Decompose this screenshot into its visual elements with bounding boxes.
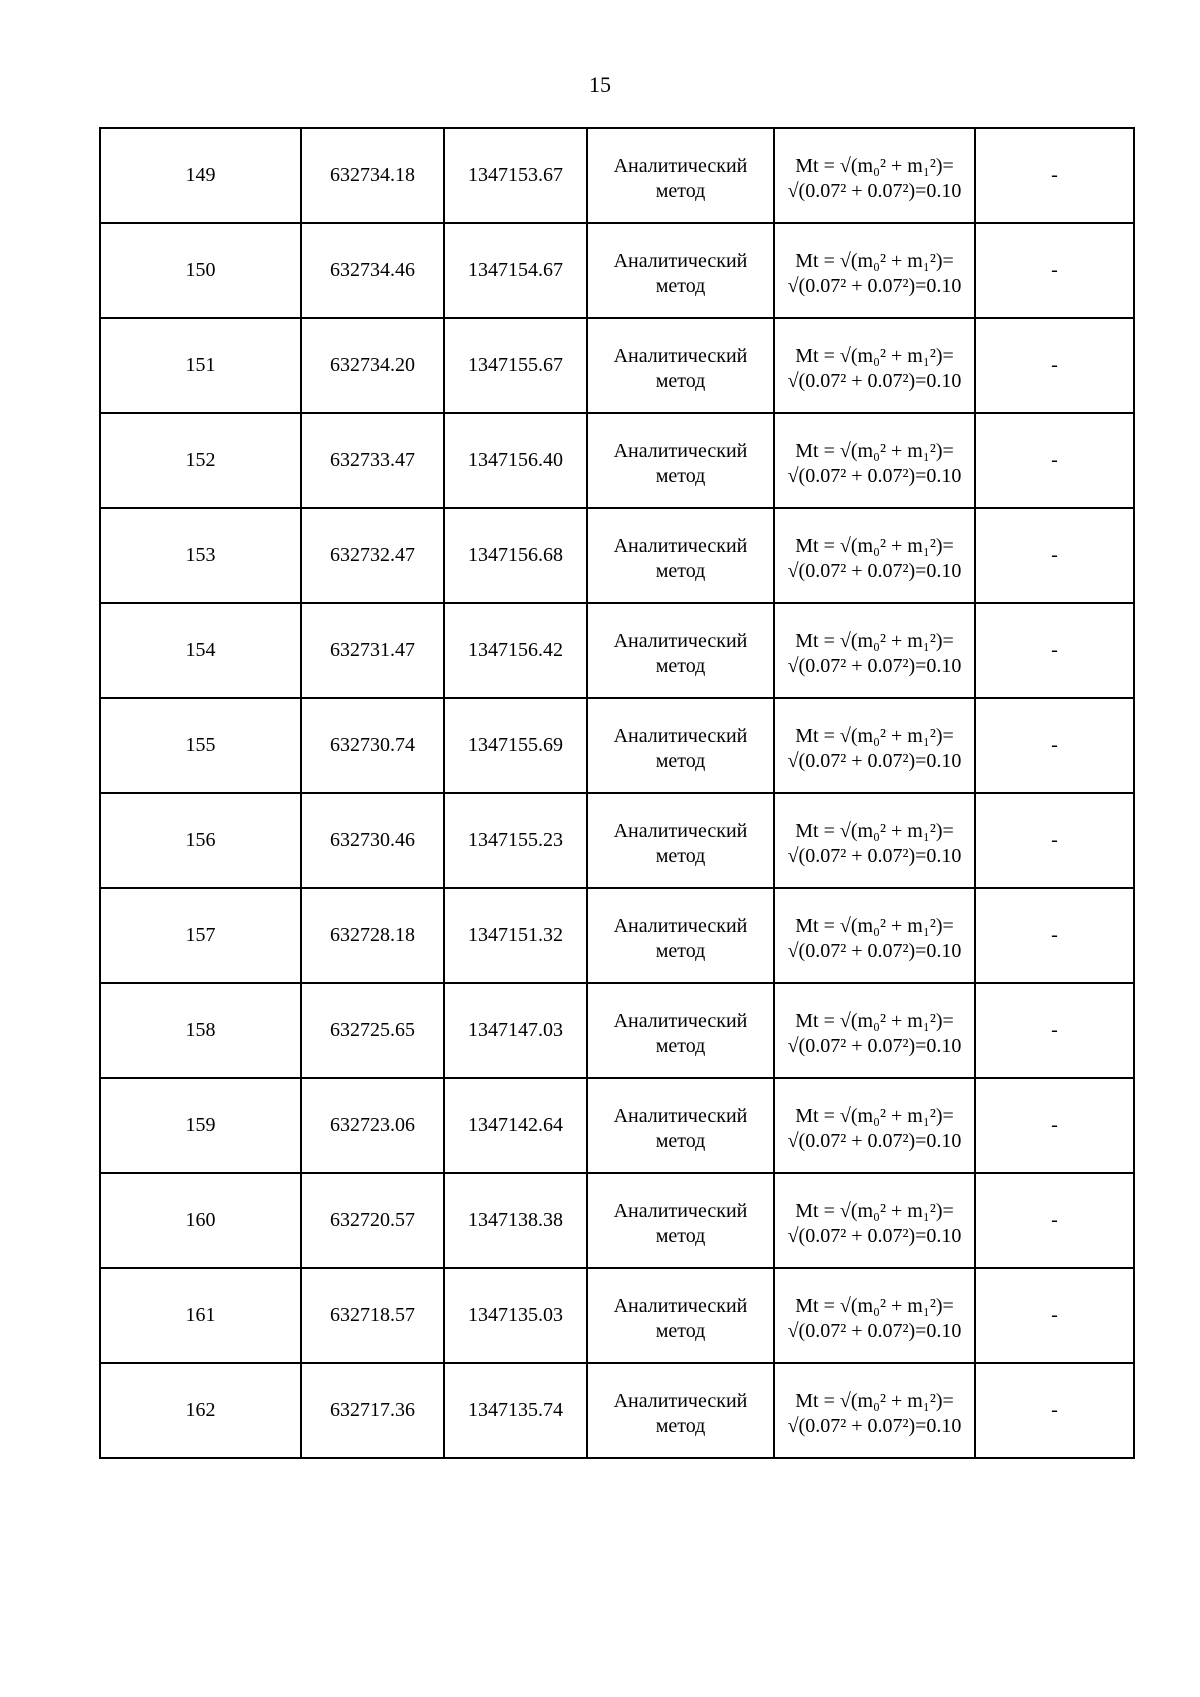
table-row <box>100 983 1134 1078</box>
accuracy-formula-cell <box>774 223 975 318</box>
x-coordinate: 632730.46 <box>330 829 415 851</box>
formula-line-1: Mt = √(m₀² + m₁²)= <box>795 1105 954 1127</box>
point-number-cell <box>100 983 301 1078</box>
formula-line-1: Mt = √(m₀² + m₁²)= <box>795 915 954 937</box>
accuracy-formula <box>775 1174 974 1249</box>
accuracy-formula-cell <box>774 983 975 1078</box>
y-coordinate: 1347135.74 <box>468 1399 563 1421</box>
point-number: 153 <box>185 544 216 566</box>
method-text <box>588 509 773 584</box>
method-text <box>588 319 773 394</box>
x-coordinate: 632732.47 <box>330 544 415 566</box>
method-text <box>588 1174 773 1249</box>
x-coordinate-cell <box>301 223 444 318</box>
y-coordinate: 1347135.03 <box>468 1304 563 1326</box>
point-number-cell <box>100 413 301 508</box>
method-cell <box>587 793 774 888</box>
y-coordinate: 1347155.23 <box>468 829 563 851</box>
accuracy-formula <box>775 414 974 489</box>
method-line-1: Аналитический <box>613 345 748 367</box>
x-coordinate: 632718.57 <box>330 1304 415 1326</box>
method-line-2: метод <box>655 180 706 202</box>
point-number-cell <box>100 1268 301 1363</box>
formula-line-2: √(0.07² + 0.07²)=0.10 <box>787 1225 962 1247</box>
coordinates-table-body <box>100 128 1134 1458</box>
note: - <box>1051 1114 1058 1136</box>
method-line-2: метод <box>655 940 706 962</box>
note-cell <box>975 223 1134 318</box>
method-line-2: метод <box>655 1225 706 1247</box>
method-line-1: Аналитический <box>613 1390 748 1412</box>
method-cell <box>587 603 774 698</box>
formula-line-2: √(0.07² + 0.07²)=0.10 <box>787 560 962 582</box>
method-line-1: Аналитический <box>613 1010 748 1032</box>
accuracy-formula <box>775 604 974 679</box>
table-row <box>100 1363 1134 1458</box>
x-coordinate: 632734.20 <box>330 354 415 376</box>
x-coordinate: 632723.06 <box>330 1114 415 1136</box>
formula-line-1: Mt = √(m₀² + m₁²)= <box>795 250 954 272</box>
y-coordinate: 1347155.67 <box>468 354 563 376</box>
point-number: 157 <box>185 924 216 946</box>
x-coordinate-cell <box>301 603 444 698</box>
y-coordinate-cell <box>444 1268 587 1363</box>
formula-line-1: Mt = √(m₀² + m₁²)= <box>795 1390 954 1412</box>
y-coordinate: 1347156.40 <box>468 449 563 471</box>
note-cell <box>975 888 1134 983</box>
method-text <box>588 129 773 204</box>
accuracy-formula-cell <box>774 698 975 793</box>
formula-line-1: Mt = √(m₀² + m₁²)= <box>795 345 954 367</box>
note: - <box>1051 1304 1058 1326</box>
point-number: 154 <box>185 639 216 661</box>
y-coordinate-cell <box>444 508 587 603</box>
method-cell <box>587 1173 774 1268</box>
note-cell <box>975 1078 1134 1173</box>
note: - <box>1051 1019 1058 1041</box>
accuracy-formula-cell <box>774 413 975 508</box>
accuracy-formula <box>775 509 974 584</box>
method-line-1: Аналитический <box>613 250 748 272</box>
note: - <box>1051 829 1058 851</box>
point-number-cell <box>100 888 301 983</box>
y-coordinate: 1347154.67 <box>468 259 563 281</box>
formula-line-1: Mt = √(m₀² + m₁²)= <box>795 630 954 652</box>
method-line-2: метод <box>655 275 706 297</box>
point-number: 151 <box>185 354 216 376</box>
x-coordinate: 632720.57 <box>330 1209 415 1231</box>
y-coordinate: 1347156.68 <box>468 544 563 566</box>
point-number-cell <box>100 793 301 888</box>
point-number-cell <box>100 603 301 698</box>
formula-line-1: Mt = √(m₀² + m₁²)= <box>795 440 954 462</box>
point-number-cell <box>100 128 301 223</box>
method-line-2: метод <box>655 845 706 867</box>
note-cell <box>975 508 1134 603</box>
x-coordinate-cell <box>301 1173 444 1268</box>
method-text <box>588 1079 773 1154</box>
formula-line-1: Mt = √(m₀² + m₁²)= <box>795 1010 954 1032</box>
accuracy-formula <box>775 1269 974 1344</box>
x-coordinate: 632730.74 <box>330 734 415 756</box>
point-number: 156 <box>185 829 216 851</box>
accuracy-formula-cell <box>774 1078 975 1173</box>
formula-line-1: Mt = √(m₀² + m₁²)= <box>795 535 954 557</box>
accuracy-formula-cell <box>774 793 975 888</box>
method-text <box>588 984 773 1059</box>
x-coordinate-cell <box>301 413 444 508</box>
y-coordinate-cell <box>444 128 587 223</box>
note: - <box>1051 639 1058 661</box>
note: - <box>1051 1399 1058 1421</box>
method-cell <box>587 318 774 413</box>
note-cell <box>975 983 1134 1078</box>
method-text <box>588 794 773 869</box>
accuracy-formula <box>775 984 974 1059</box>
y-coordinate: 1347153.67 <box>468 164 563 186</box>
accuracy-formula-cell <box>774 888 975 983</box>
point-number: 162 <box>185 1399 216 1421</box>
y-coordinate-cell <box>444 1173 587 1268</box>
note-cell <box>975 1363 1134 1458</box>
point-number-cell <box>100 1173 301 1268</box>
y-coordinate-cell <box>444 603 587 698</box>
method-line-1: Аналитический <box>613 820 748 842</box>
method-text <box>588 1269 773 1344</box>
method-line-2: метод <box>655 655 706 677</box>
x-coordinate-cell <box>301 1363 444 1458</box>
method-text <box>588 1364 773 1439</box>
method-text <box>588 889 773 964</box>
y-coordinate: 1347138.38 <box>468 1209 563 1231</box>
x-coordinate-cell <box>301 128 444 223</box>
y-coordinate-cell <box>444 888 587 983</box>
method-line-2: метод <box>655 560 706 582</box>
formula-line-2: √(0.07² + 0.07²)=0.10 <box>787 1035 962 1057</box>
method-cell <box>587 983 774 1078</box>
accuracy-formula-cell <box>774 603 975 698</box>
method-line-1: Аналитический <box>613 155 748 177</box>
accuracy-formula <box>775 1364 974 1439</box>
point-number: 155 <box>185 734 216 756</box>
formula-line-1: Mt = √(m₀² + m₁²)= <box>795 725 954 747</box>
y-coordinate-cell <box>444 698 587 793</box>
note-cell <box>975 318 1134 413</box>
x-coordinate: 632731.47 <box>330 639 415 661</box>
point-number: 149 <box>185 164 216 186</box>
table-row <box>100 128 1134 223</box>
note-cell <box>975 698 1134 793</box>
note-cell <box>975 1173 1134 1268</box>
formula-line-1: Mt = √(m₀² + m₁²)= <box>795 1295 954 1317</box>
method-line-2: метод <box>655 370 706 392</box>
method-line-1: Аналитический <box>613 1295 748 1317</box>
accuracy-formula <box>775 224 974 299</box>
method-cell <box>587 223 774 318</box>
table-row <box>100 1268 1134 1363</box>
method-cell <box>587 888 774 983</box>
formula-line-2: √(0.07² + 0.07²)=0.10 <box>787 275 962 297</box>
method-text <box>588 604 773 679</box>
method-line-2: метод <box>655 750 706 772</box>
accuracy-formula <box>775 794 974 869</box>
note-cell <box>975 793 1134 888</box>
point-number-cell <box>100 223 301 318</box>
point-number: 159 <box>185 1114 216 1136</box>
accuracy-formula-cell <box>774 1268 975 1363</box>
method-cell <box>587 1078 774 1173</box>
x-coordinate: 632728.18 <box>330 924 415 946</box>
method-line-2: метод <box>655 1415 706 1437</box>
x-coordinate: 632733.47 <box>330 449 415 471</box>
x-coordinate-cell <box>301 983 444 1078</box>
formula-line-2: √(0.07² + 0.07²)=0.10 <box>787 845 962 867</box>
point-number-cell <box>100 508 301 603</box>
accuracy-formula-cell <box>774 128 975 223</box>
formula-line-1: Mt = √(m₀² + m₁²)= <box>795 155 954 177</box>
note: - <box>1051 449 1058 471</box>
x-coordinate-cell <box>301 793 444 888</box>
page-number: 15 <box>589 72 611 97</box>
x-coordinate-cell <box>301 1078 444 1173</box>
method-cell <box>587 413 774 508</box>
method-line-1: Аналитический <box>613 440 748 462</box>
point-number: 161 <box>185 1304 216 1326</box>
accuracy-formula <box>775 889 974 964</box>
table-row <box>100 698 1134 793</box>
y-coordinate: 1347155.69 <box>468 734 563 756</box>
method-line-1: Аналитический <box>613 915 748 937</box>
formula-line-2: √(0.07² + 0.07²)=0.10 <box>787 1130 962 1152</box>
note-cell <box>975 603 1134 698</box>
y-coordinate-cell <box>444 1078 587 1173</box>
y-coordinate-cell <box>444 413 587 508</box>
x-coordinate-cell <box>301 508 444 603</box>
point-number-cell <box>100 698 301 793</box>
y-coordinate: 1347156.42 <box>468 639 563 661</box>
table-row <box>100 413 1134 508</box>
point-number: 158 <box>185 1019 216 1041</box>
method-text <box>588 414 773 489</box>
x-coordinate: 632717.36 <box>330 1399 415 1421</box>
method-text <box>588 224 773 299</box>
method-line-1: Аналитический <box>613 630 748 652</box>
note: - <box>1051 734 1058 756</box>
accuracy-formula-cell <box>774 1363 975 1458</box>
table-row <box>100 1173 1134 1268</box>
table-row <box>100 1078 1134 1173</box>
x-coordinate-cell <box>301 888 444 983</box>
method-line-2: метод <box>655 1130 706 1152</box>
accuracy-formula <box>775 699 974 774</box>
note-cell <box>975 1268 1134 1363</box>
accuracy-formula <box>775 129 974 204</box>
method-line-2: метод <box>655 1320 706 1342</box>
table-row <box>100 793 1134 888</box>
point-number-cell <box>100 318 301 413</box>
method-line-1: Аналитический <box>613 1105 748 1127</box>
accuracy-formula-cell <box>774 1173 975 1268</box>
x-coordinate: 632725.65 <box>330 1019 415 1041</box>
y-coordinate-cell <box>444 223 587 318</box>
note: - <box>1051 1209 1058 1231</box>
formula-line-1: Mt = √(m₀² + m₁²)= <box>795 1200 954 1222</box>
y-coordinate: 1347151.32 <box>468 924 563 946</box>
accuracy-formula <box>775 319 974 394</box>
x-coordinate-cell <box>301 1268 444 1363</box>
note: - <box>1051 544 1058 566</box>
method-cell <box>587 698 774 793</box>
point-number: 152 <box>185 449 216 471</box>
point-number: 150 <box>185 259 216 281</box>
x-coordinate: 632734.46 <box>330 259 415 281</box>
method-line-1: Аналитический <box>613 535 748 557</box>
accuracy-formula-cell <box>774 508 975 603</box>
y-coordinate-cell <box>444 318 587 413</box>
point-number: 160 <box>185 1209 216 1231</box>
y-coordinate-cell <box>444 1363 587 1458</box>
method-line-1: Аналитический <box>613 725 748 747</box>
y-coordinate: 1347142.64 <box>468 1114 563 1136</box>
method-cell <box>587 1363 774 1458</box>
formula-line-2: √(0.07² + 0.07²)=0.10 <box>787 180 962 202</box>
formula-line-2: √(0.07² + 0.07²)=0.10 <box>787 465 962 487</box>
x-coordinate-cell <box>301 318 444 413</box>
x-coordinate-cell <box>301 698 444 793</box>
note: - <box>1051 164 1058 186</box>
table-row <box>100 508 1134 603</box>
method-text <box>588 699 773 774</box>
y-coordinate: 1347147.03 <box>468 1019 563 1041</box>
y-coordinate-cell <box>444 793 587 888</box>
point-number-cell <box>100 1363 301 1458</box>
table-row <box>100 318 1134 413</box>
table-row <box>100 603 1134 698</box>
table-row <box>100 888 1134 983</box>
method-line-2: метод <box>655 465 706 487</box>
formula-line-2: √(0.07² + 0.07²)=0.10 <box>787 1415 962 1437</box>
formula-line-2: √(0.07² + 0.07²)=0.10 <box>787 1320 962 1342</box>
y-coordinate-cell <box>444 983 587 1078</box>
point-number-cell <box>100 1078 301 1173</box>
accuracy-formula <box>775 1079 974 1154</box>
method-line-2: метод <box>655 1035 706 1057</box>
formula-line-1: Mt = √(m₀² + m₁²)= <box>795 820 954 842</box>
method-line-1: Аналитический <box>613 1200 748 1222</box>
note-cell <box>975 413 1134 508</box>
note: - <box>1051 354 1058 376</box>
formula-line-2: √(0.07² + 0.07²)=0.10 <box>787 370 962 392</box>
table-row <box>100 223 1134 318</box>
method-cell <box>587 508 774 603</box>
method-cell <box>587 1268 774 1363</box>
coordinates-table <box>99 127 1135 1459</box>
note: - <box>1051 259 1058 281</box>
accuracy-formula-cell <box>774 318 975 413</box>
formula-line-2: √(0.07² + 0.07²)=0.10 <box>787 940 962 962</box>
method-cell <box>587 128 774 223</box>
note-cell <box>975 128 1134 223</box>
x-coordinate: 632734.18 <box>330 164 415 186</box>
formula-line-2: √(0.07² + 0.07²)=0.10 <box>787 655 962 677</box>
note: - <box>1051 924 1058 946</box>
formula-line-2: √(0.07² + 0.07²)=0.10 <box>787 750 962 772</box>
